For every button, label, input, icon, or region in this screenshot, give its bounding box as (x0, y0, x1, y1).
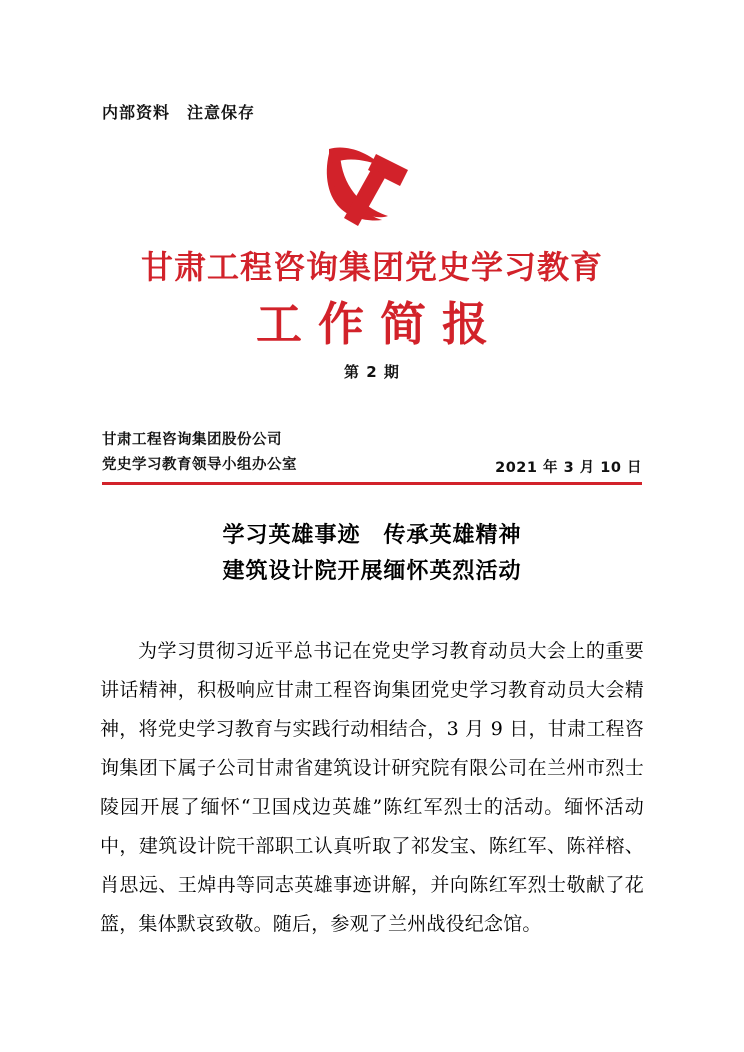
party-emblem-container (0, 140, 744, 236)
issue-date: 2021 年 3 月 10 日 (495, 459, 642, 476)
party-emblem-hammer-sickle-icon (316, 140, 428, 236)
issuer-row (102, 428, 642, 479)
article-title (0, 518, 744, 591)
article-title-line-1: 学习英雄事迹 传承英雄精神 (222, 523, 522, 548)
organization-title: 甘肃工程咨询集团党史学习教育 (140, 248, 603, 286)
masthead (0, 248, 744, 382)
issuer-block (102, 428, 297, 479)
red-divider-rule (102, 482, 642, 485)
article-title-line-2: 建筑设计院开展缅怀英烈活动 (222, 559, 522, 585)
issue-number: 第 2 期 (344, 363, 400, 382)
classification-notice: 内部资料 注意保存 (102, 103, 256, 122)
article-body: 为学习贯彻习近平总书记在党史学习教育动员大会上的重要讲话精神，积极响应甘肃工程咨询集团党史学习教育动员大会精神，将党史学习教育与实践行动相结合，3 月 9 日，甘肃工程咨询集团下属子公司甘肃省建筑设计研究院有限公司在兰州市烈士陵园开展了缅怀“卫国戍边英雄”陈红军烈士的活动。缅怀活动中，建筑设计院干部职工认真听取了祁发宝、陈红军、陈祥榕、肖思远、王焯冉等同志英雄事迹讲解，并向陈红军烈士敬献了花篮，集体默哀致敬。随后，参观了兰州战役纪念馆。 (100, 640, 644, 935)
issuer-line-2: 党史学习教育领导小组办公室 (102, 457, 297, 474)
issuer-line-1: 甘肃工程咨询集团股份公司 (102, 432, 282, 448)
bulletin-title: 工作简报 (256, 297, 504, 352)
